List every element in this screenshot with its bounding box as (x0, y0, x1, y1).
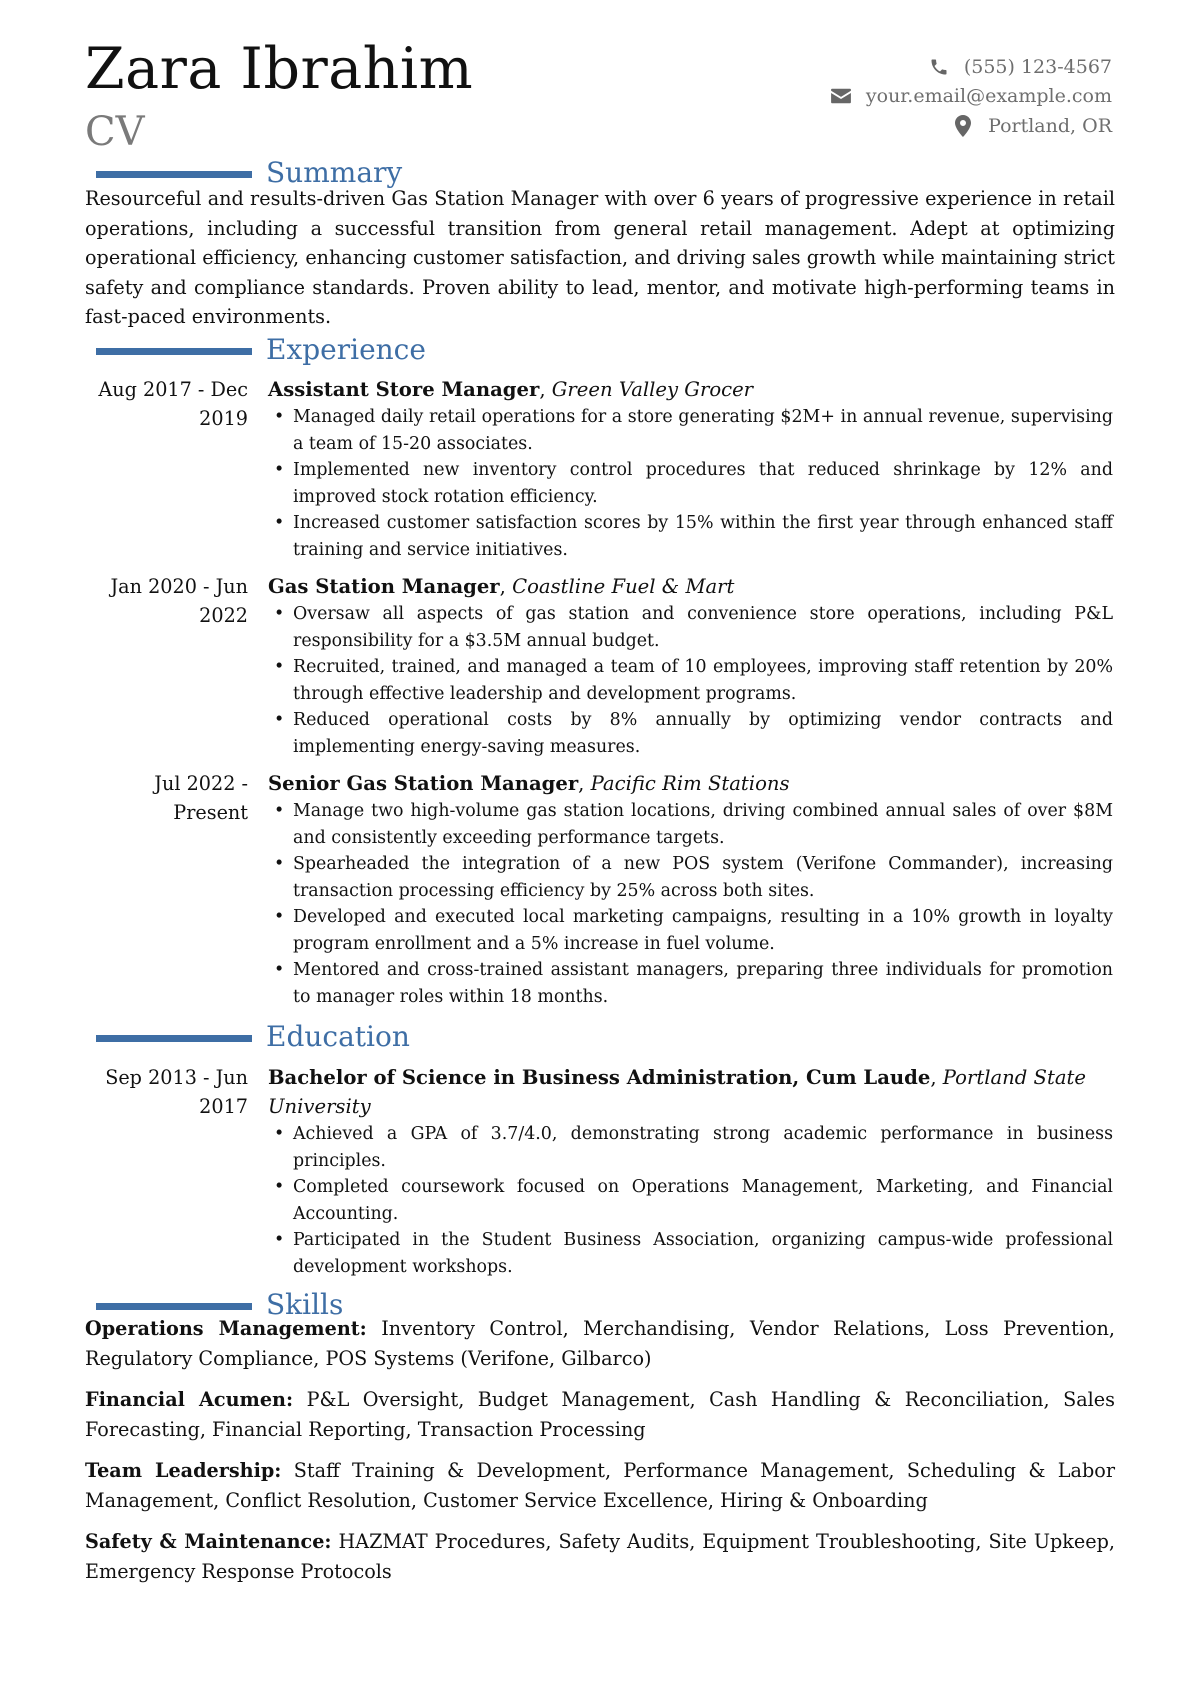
section-title: Experience (266, 333, 426, 366)
contact-phone[interactable]: (555) 123-4567 (963, 55, 1112, 78)
bullet-item: • Achieved a GPA of 3.7/4.0, demonstrating strong academic performance in business principles. (268, 1121, 1113, 1174)
entry-role: Gas Station Manager (268, 575, 500, 598)
entry-dates: Jan 2020 - Jun 2022 (110, 575, 248, 627)
document-subtitle: CV (85, 109, 145, 155)
entry-title: Gas Station Manager, Coastline Fuel & Mart (268, 575, 735, 598)
entry-bullets (268, 601, 1113, 760)
bullet-item: • Reduced operational costs by 8% annually by optimizing vendor contracts and implementing energy-saving measures. (268, 707, 1113, 760)
entry-organization: Coastline Fuel & Mart (512, 575, 735, 598)
entry-dates: Sep 2013 - Jun 2017 (105, 1066, 248, 1118)
section-title: Education (266, 1020, 410, 1053)
section-title: Summary (266, 156, 403, 189)
section-rule (96, 348, 252, 355)
section-rule (96, 171, 252, 178)
entry-dates: Jul 2022 - Present (154, 772, 248, 824)
skills-list (85, 1314, 1115, 1598)
contact-email-row (830, 82, 1112, 112)
skill-items: Staff Training & Development, Performance Management, Scheduling & Labor Management, Conflict Resolution, Customer Service Excellence, Hiring & Onboarding (85, 1459, 1115, 1512)
skill-row (85, 1456, 1115, 1515)
bullet-item: • Developed and executed local marketing campaigns, resulting in a 10% growth in loyalty program enrollment and a 5% increase in fuel volume. (268, 904, 1113, 957)
skill-row (85, 1314, 1115, 1373)
section-rule (96, 1035, 252, 1042)
entry-dates: Aug 2017 - Dec 2019 (98, 378, 248, 430)
skill-row (85, 1385, 1115, 1444)
bullet-item: • Participated in the Student Business Association, organizing campus-wide professional development workshops. (268, 1227, 1113, 1280)
entry-title: Assistant Store Manager, Green Valley Grocer (268, 378, 754, 401)
entry-degree: Bachelor of Science in Business Administration, Cum Laude (268, 1066, 931, 1089)
bullet-item: • Spearheaded the integration of a new POS system (Verifone Commander), increasing transaction processing efficiency by 25% across both sites. (268, 851, 1113, 904)
candidate-name: Zara Ibrahim (85, 36, 474, 102)
entry-content (268, 1063, 1113, 1280)
entry-content (268, 375, 1113, 563)
summary-text: Resourceful and results-driven Gas Station Manager with over 6 years of progressive experience in retail operations, including a successful transition from general retail management. Adept at optimizing operational efficiency, enhancing customer satisfaction, and driving sales growth while maintaining strict safety and compliance standards. Proven ability to lead, mentor, and motivate high-performing teams in fast-paced environments. (85, 187, 1115, 328)
contact-location-row (830, 111, 1112, 141)
entry-bullets (268, 404, 1113, 563)
skill-category: Financial Acumen: (85, 1388, 294, 1411)
contact-location: Portland, OR (988, 114, 1112, 137)
section-rule (96, 1303, 252, 1310)
entry-bullets (268, 798, 1113, 1010)
section-heading-experience (96, 333, 426, 366)
bullet-item: • Increased customer satisfaction scores by 15% within the first year through enhanced staff training and service initiatives. (268, 510, 1113, 563)
section-title: Skills (266, 1288, 344, 1321)
phone-icon (928, 56, 950, 78)
map-pin-icon (952, 115, 974, 137)
entry-title: Senior Gas Station Manager, Pacific Rim Stations (268, 772, 790, 795)
skill-category: Safety & Maintenance: (85, 1530, 332, 1553)
bullet-item: • Managed daily retail operations for a store generating $2M+ in annual revenue, supervising a team of 15-20 associates. (268, 404, 1113, 457)
skill-row (85, 1527, 1115, 1586)
entry-institution: Portland State University (268, 1066, 1087, 1118)
bullet-item: • Mentored and cross-trained assistant managers, preparing three individuals for promotion to manager roles within 18 months. (268, 957, 1113, 1010)
entry-bullets (268, 1121, 1113, 1280)
skill-items: HAZMAT Procedures, Safety Audits, Equipment Troubleshooting, Site Upkeep, Emergency Response Protocols (85, 1530, 1115, 1583)
section-heading-education (96, 1020, 410, 1053)
entry-role: Senior Gas Station Manager (268, 772, 579, 795)
bullet-item: • Completed coursework focused on Operations Management, Marketing, and Financial Accounting. (268, 1174, 1113, 1227)
entry-role: Assistant Store Manager (268, 378, 540, 401)
entry-content (268, 572, 1113, 760)
bullet-item: • Recruited, trained, and managed a team of 10 employees, improving staff retention by 20% through effective leadership and development programs. (268, 654, 1113, 707)
skill-category: Operations Management: (85, 1317, 367, 1340)
contact-block (830, 52, 1112, 141)
skill-items: P&L Oversight, Budget Management, Cash Handling & Reconciliation, Sales Forecasting, Financial Reporting, Transaction Processing (85, 1388, 1116, 1441)
section-heading-summary (96, 156, 403, 189)
entry-organization: Green Valley Grocer (551, 378, 754, 401)
skill-items: Inventory Control, Merchandising, Vendor Relations, Loss Prevention, Regulatory Compliance, POS Systems (Verifone, Gilbarco) (85, 1317, 1115, 1370)
bullet-item: • Implemented new inventory control procedures that reduced shrinkage by 12% and improved stock rotation efficiency. (268, 457, 1113, 510)
bullet-item: • Manage two high-volume gas station locations, driving combined annual sales of over $8M and consistently exceeding performance targets. (268, 798, 1113, 851)
entry-organization: Pacific Rim Stations (590, 772, 790, 795)
envelope-icon (830, 85, 852, 107)
contact-phone-row (830, 52, 1112, 82)
entry-title: Bachelor of Science in Business Administration, Cum Laude, Portland State University (268, 1066, 1087, 1118)
bullet-item: • Oversaw all aspects of gas station and convenience store operations, including P&L responsibility for a $3.5M annual budget. (268, 601, 1113, 654)
skill-category: Team Leadership: (85, 1459, 282, 1482)
entry-content (268, 769, 1113, 1010)
contact-email[interactable]: your.email@example.com (865, 85, 1112, 108)
